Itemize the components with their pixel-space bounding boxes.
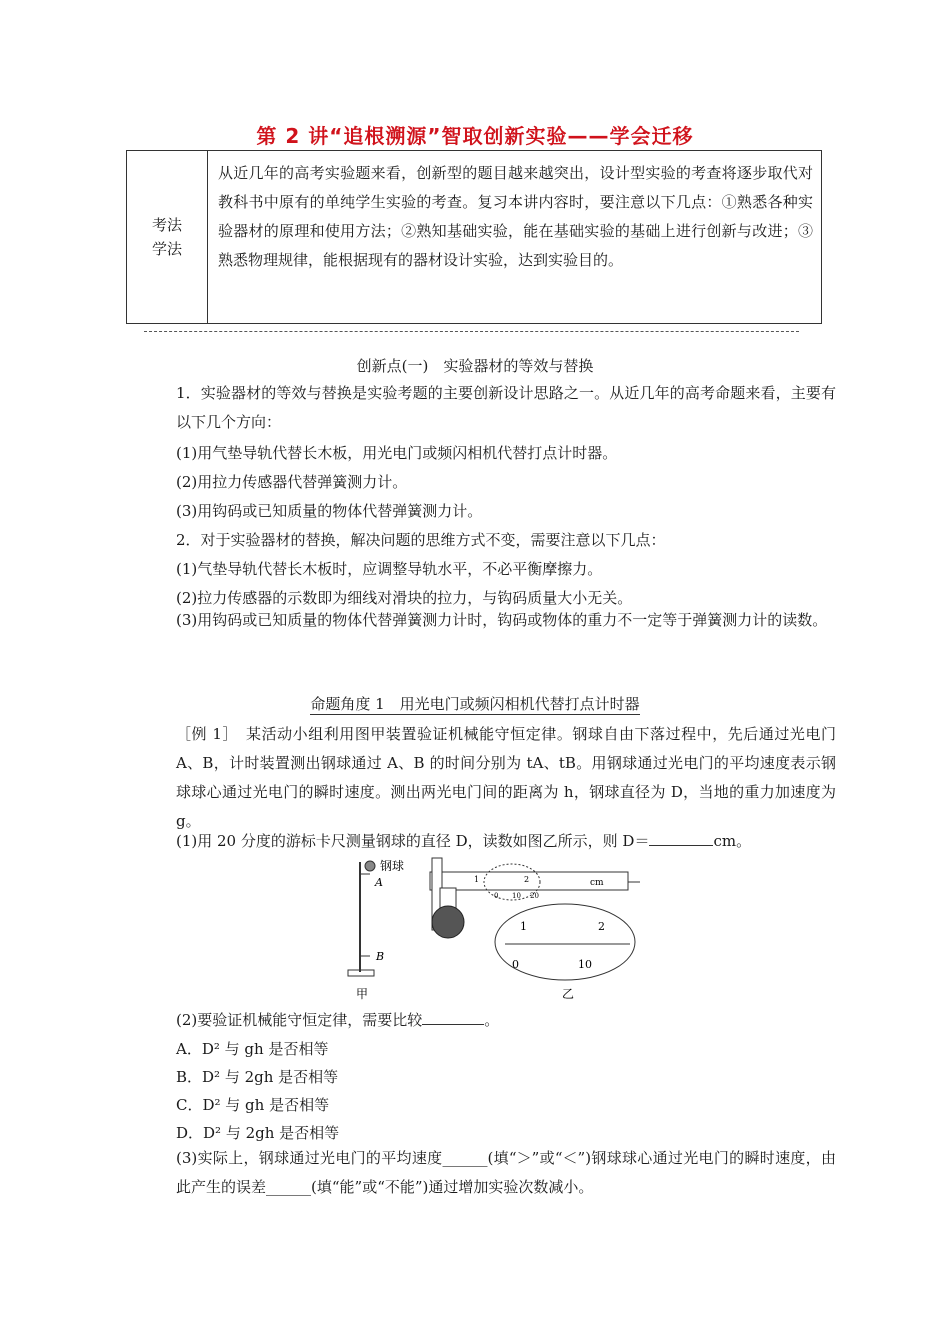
label-ball: 钢球 [380,859,405,873]
section-item-4: (1)气垫导轨代替长木板时，应调整导轨水平，不必平衡摩擦力。 [176,560,603,578]
section-paragraph-3: (3)用钩码或已知质量的物体代替弹簧测力计时，钩码或物体的重力不一定等于弹簧测力计的读数。 [176,611,828,629]
question-1 [146,831,751,851]
label-yi: 乙 [562,987,575,1001]
answer-blank-2 [422,1010,484,1025]
main-tick-1: 1 [520,920,527,933]
question-1-prefix: (1)用 20 分度的游标卡尺测量钢球的直径 D，读数如图乙所示，则 D＝ [176,832,650,850]
angle-heading: 命题角度 1 用光电门或频闪相机代替打点计时器 [310,695,640,713]
label-gate-b: B [376,950,385,963]
main-tick-2: 2 [598,920,605,933]
label-cm: cm [590,878,604,888]
section-item-5: (2)拉力传感器的示数即为细线对滑块的拉力，与钩码质量大小无关。 [176,589,633,607]
dashed-divider [144,331,799,332]
section-paragraph-2: 2．对于实验器材的替换，解决问题的思维方式不变，需要注意以下几点： [176,531,666,549]
option-c: C．D² 与 gh 是否相等 [176,1096,330,1114]
vernier-tick-0: 0 [512,958,519,971]
stand-apparatus [348,861,375,976]
small-tick-10: 10 [512,892,521,900]
small-tick-0: 0 [494,892,499,900]
section-heading: 创新点(一) 实验器材的等效与替换 [356,357,594,375]
vernier-tick-10: 10 [578,958,592,971]
label-gate-a: A [375,876,383,889]
summary-label-line1: 考法 [151,216,182,234]
example-paragraph: ［例 1］ 某活动小组利用图甲装置验证机械能守恒定律。钢球自由下落过程中，先后通过光电门 A、B，计时装置测出钢球通过 A、B 的时间分别为 tA、tB。用钢球通过光电门的平均速度表示钢球球心通过光电门的瞬时速度。测出两光电门间的距离为 h，钢球直径为 D，当地的重力加速度为 g。 [176,725,836,830]
apparatus-figure [340,852,640,1002]
option-d: D．D² 与 2gh 是否相等 [176,1124,340,1142]
question-2 [146,1010,499,1030]
small-tick-1: 1 [474,875,480,884]
option-a: A．D² 与 gh 是否相等 [176,1040,329,1058]
option-b: B．D² 与 2gh 是否相等 [176,1068,339,1086]
summary-table [126,150,822,324]
small-tick-20: 20 [530,892,539,900]
small-tick-2: 2 [524,875,530,884]
page-title: 第 2 讲“追根溯源”智取创新实验——学会迁移 [256,124,694,148]
summary-label-cell [127,151,208,323]
label-jia: 甲 [356,987,369,1001]
summary-content: 从近几年的高考实验题来看，创新型的题目越来越突出，设计型实验的考查将逐步取代对教科书中原有的单纯学生实验的考查。复习本讲内容时，要注意以下几点：①熟悉各种实验器材的原理和使用方法；②熟知基础实验，能在基础实验的基础上进行创新与改进；③熟悉物理规律，能根据现有的器材设计实验，达到实验目的。 [218,164,813,269]
section-paragraph-1: 1．实验器材的等效与替换是实验考题的主要创新设计思路之一。从近几年的高考命题来看，主要有以下几个方向： [176,384,836,431]
section-item-3: (3)用钩码或已知质量的物体代替弹簧测力计。 [176,502,483,520]
question-3: (3)实际上，钢球通过光电门的平均速度______(填“＞”或“＜”)钢球球心通过光电门的瞬时速度，由此产生的误差______(填“能”或“不能”)通过增加实验次数减小。 [176,1149,836,1196]
question-2-suffix: 。 [484,1011,500,1029]
question-2-text: (2)要验证机械能守恒定律，需要比较 [176,1011,423,1029]
section-item-1: (1)用气垫导轨代替长木板，用光电门或频闪相机代替打点计时器。 [176,444,618,462]
question-1-suffix: cm。 [713,832,752,850]
section-item-2: (2)用拉力传感器代替弹簧测力计。 [176,473,408,491]
answer-blank-1 [649,831,713,846]
summary-label-line2: 学法 [151,240,182,258]
